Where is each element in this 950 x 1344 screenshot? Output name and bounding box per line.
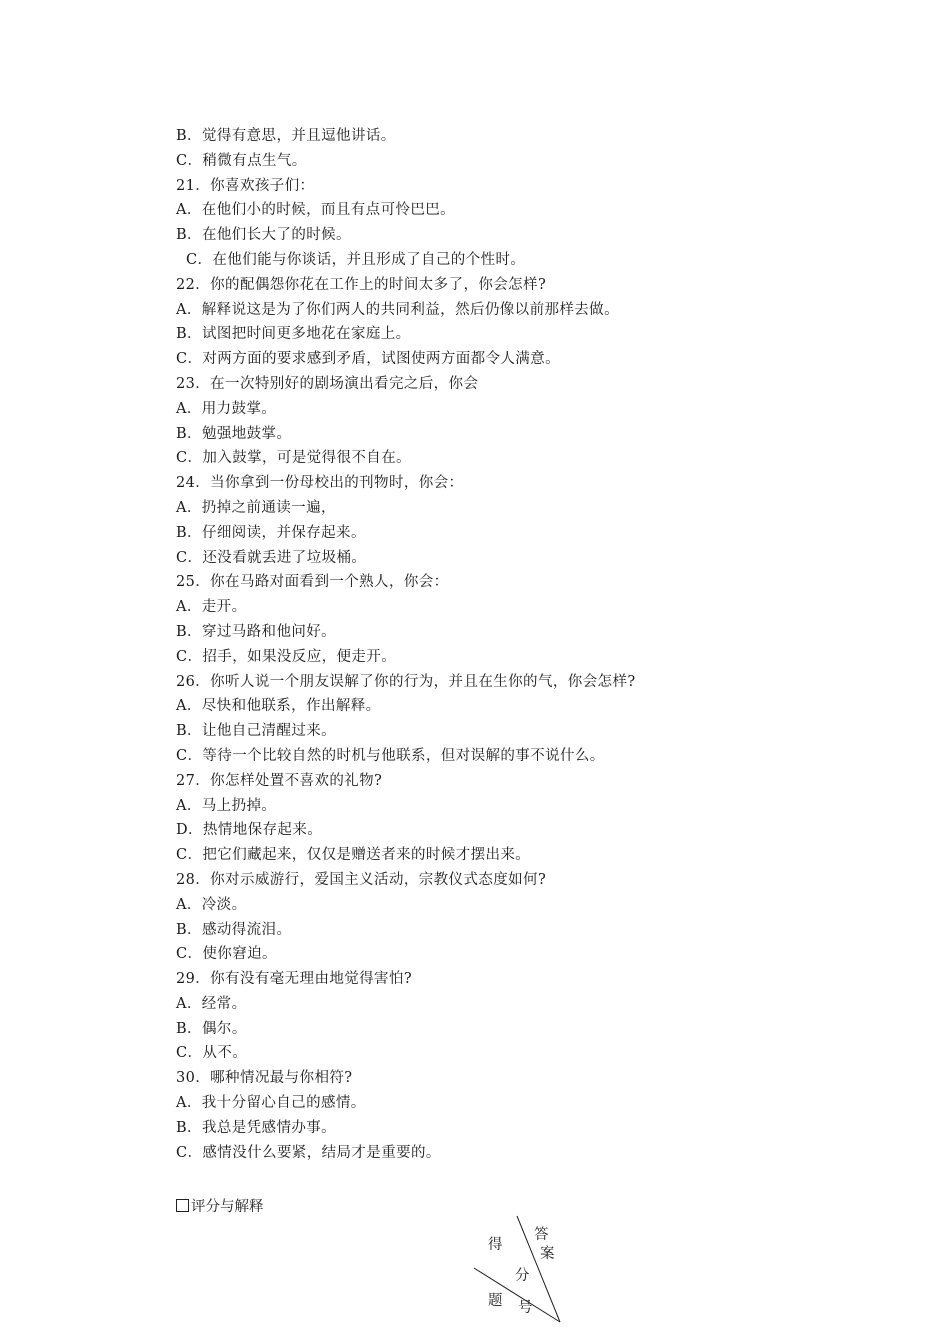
text-line: 23．在一次特别好的剧场演出看完之后，你会 [176,375,479,392]
text-line: 30．哪种情况最与你相符? [176,1070,353,1087]
text-line: B．仔细阅读，并保存起来。 [176,524,366,541]
text-line: 29．你有没有毫无理由地觉得害怕? [176,971,413,988]
checkbox-icon [176,1199,189,1212]
text-line: B．让他自己清醒过来。 [176,723,337,740]
text-line: C．使你窘迫。 [176,946,277,963]
text-line: C．招手，如果没反应，便走开。 [176,648,397,665]
text-line: C．等待一个比较自然的时机与他联系，但对误解的事不说什么。 [176,747,605,764]
question-list [176,124,876,1165]
text-line: B．在他们长大了的时候。 [176,227,351,244]
text-line: C．稍微有点生气。 [176,152,307,169]
text-line: C．在他们能与你谈话，并且形成了自己的个性时。 [186,251,526,268]
header-char-question-2: 号 [518,1300,533,1316]
text-line: A．在他们小的时候，而且有点可怜巴巴。 [176,202,456,219]
text-line: C．加入鼓掌，可是觉得很不自在。 [176,450,411,467]
header-char-score-1: 得 [488,1237,503,1253]
text-line: A．尽快和他联系，作出解释。 [176,698,381,715]
text-line: C．对两方面的要求感到矛盾，试图使两方面都令人满意。 [176,351,560,368]
text-line: 26．你听人说一个朋友误解了你的行为，并且在生你的气，你会怎样? [176,673,636,690]
text-line: B．觉得有意思，并且逗他讲话。 [176,128,396,144]
text-line: A．冷淡。 [176,896,247,913]
text-line: A．扔掉之前通读一遍， [176,499,336,516]
text-line: B．偶尔。 [176,1020,247,1037]
text-line: B．勉强地鼓掌。 [176,425,292,442]
header-char-answer-2: 案 [540,1246,555,1262]
text-line: B．穿过马路和他问好。 [176,623,337,640]
text-line: 27．你怎样处置不喜欢的礼物? [176,772,383,789]
text-line: A．用力鼓掌。 [176,400,277,417]
text-line: A．马上扔掉。 [176,797,277,814]
text-line: B．感动得流泪。 [176,921,292,938]
text-line: C．把它们藏起来，仅仅是赠送者来的时候才摆出来。 [176,847,531,864]
text-line: C．从不。 [176,1045,248,1062]
text-line: B．我总是凭感情办事。 [176,1119,337,1136]
section-title: 评分与解释 [191,1199,264,1215]
text-line: 25．你在马路对面看到一个熟人，你会： [176,574,449,591]
section-heading [176,1195,264,1219]
text-line: D．热情地保存起来。 [176,822,323,839]
header-char-score-2: 分 [515,1268,530,1284]
header-char-question-1: 题 [488,1293,503,1309]
text-line: C．感情没什么要紧，结局才是重要的。 [176,1144,441,1161]
text-line: 28．你对示威游行，爱国主义活动，宗教仪式态度如何? [176,871,547,888]
text-line: A．走开。 [176,599,247,616]
score-table-header [460,1210,580,1344]
text-line: 24．当你拿到一份母校出的刊物时，你会： [176,475,464,492]
text-line: 21．你喜欢孩子们： [176,177,315,194]
text-line: 22．你的配偶怨你花在工作上的时间太多了，你会怎样? [176,276,547,293]
text-line: B．试图把时间更多地花在家庭上。 [176,326,411,343]
header-char-answer-1: 答 [534,1227,549,1243]
text-line: A．经常。 [176,995,247,1012]
text-line: C．还没看就丢进了垃圾桶。 [176,549,367,566]
text-line: A．解释说这是为了你们两人的共同利益，然后仍像以前那样去做。 [176,301,619,318]
text-line: A．我十分留心自己的感情。 [176,1095,366,1112]
